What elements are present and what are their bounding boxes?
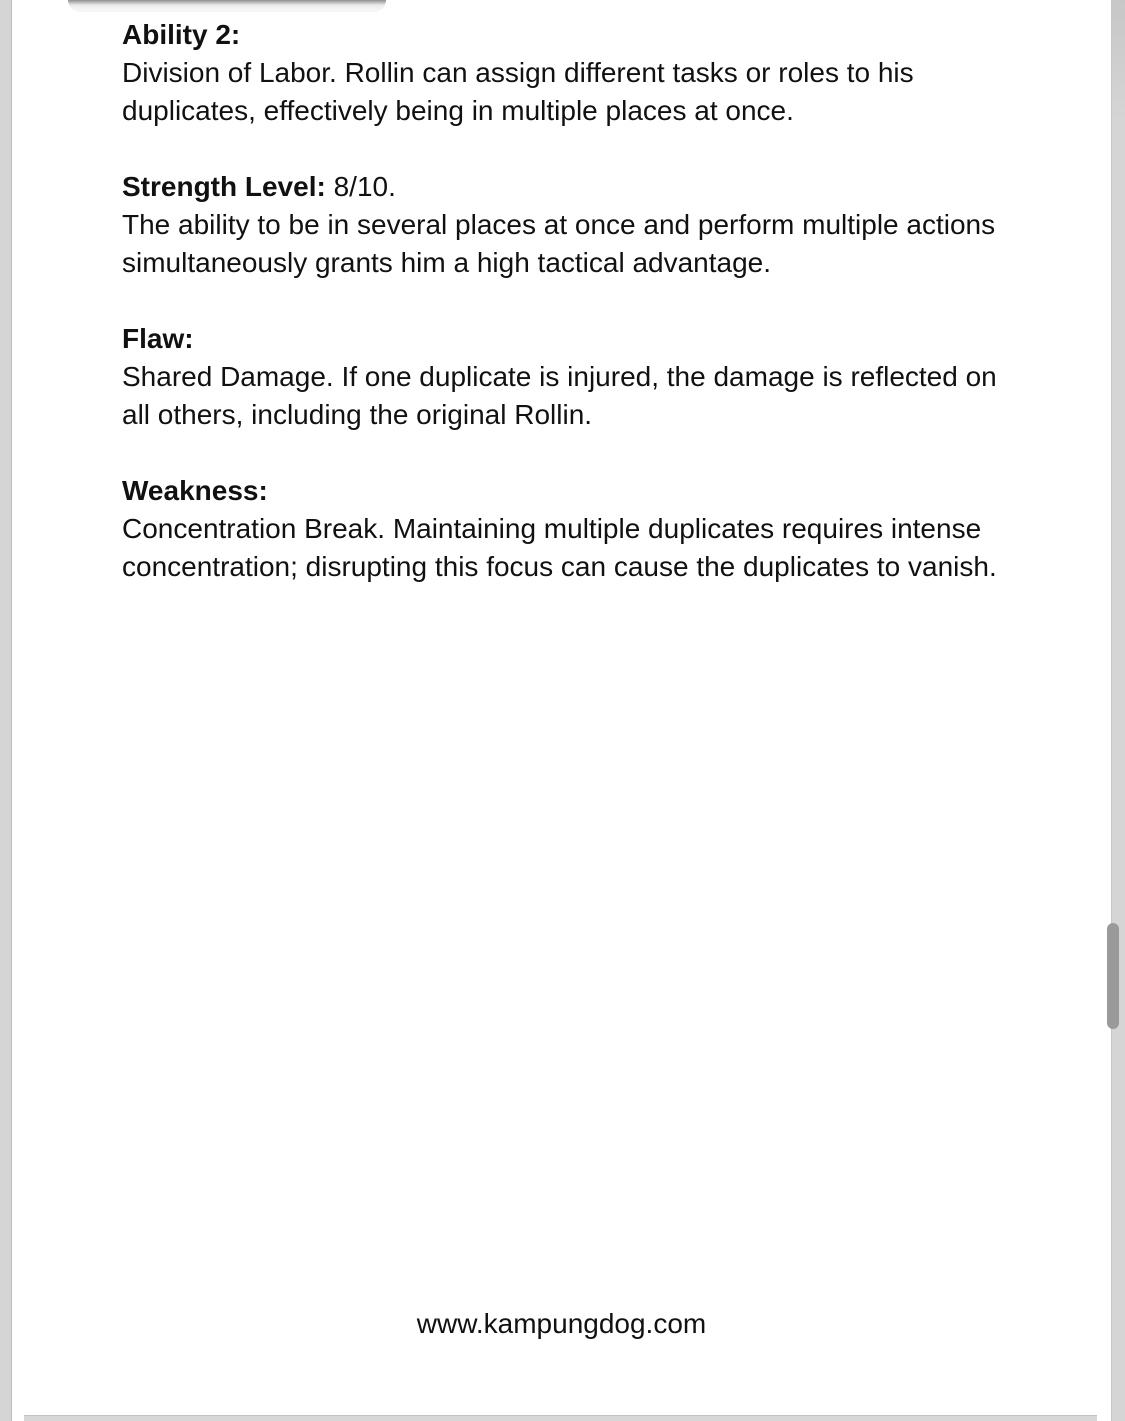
document-page[interactable] xyxy=(12,0,1111,1421)
section-heading-line xyxy=(122,472,1007,510)
section-ability-2 xyxy=(122,16,1007,130)
section-body: Division of Labor. Rollin can assign different tasks or roles to his duplicates, effectively being in multiple places at once. xyxy=(122,57,914,126)
scrollbar-thumb[interactable] xyxy=(1107,923,1119,1029)
section-heading-line xyxy=(122,16,1007,54)
section-flaw xyxy=(122,320,1007,434)
clipped-card-bottom xyxy=(68,0,386,12)
page-gutter-right xyxy=(1111,0,1125,1421)
page-content xyxy=(122,16,1007,624)
page-bottom-edge xyxy=(24,1415,1097,1421)
page-gutter-left xyxy=(0,0,12,1421)
section-heading: Flaw: xyxy=(122,323,194,354)
section-strength-level xyxy=(122,168,1007,282)
section-heading: Weakness: xyxy=(122,475,268,506)
section-body: The ability to be in several places at once and perform multiple actions simultaneously grants him a high tactical advantage. xyxy=(122,209,996,278)
section-heading-line xyxy=(122,168,1007,206)
section-heading-value: 8/10. xyxy=(325,171,396,202)
footer-url: www.kampungdog.com xyxy=(416,1308,707,1339)
section-heading: Strength Level: xyxy=(122,171,326,202)
section-heading-line xyxy=(122,320,1007,358)
section-body: Concentration Break. Maintaining multiple duplicates requires intense concentration; disrupting this focus can cause the duplicates to vanish. xyxy=(122,513,997,582)
section-weakness xyxy=(122,472,1007,586)
section-body: Shared Damage. If one duplicate is injured, the damage is reflected on all others, including the original Rollin. xyxy=(122,361,997,430)
section-heading: Ability 2: xyxy=(122,19,241,50)
